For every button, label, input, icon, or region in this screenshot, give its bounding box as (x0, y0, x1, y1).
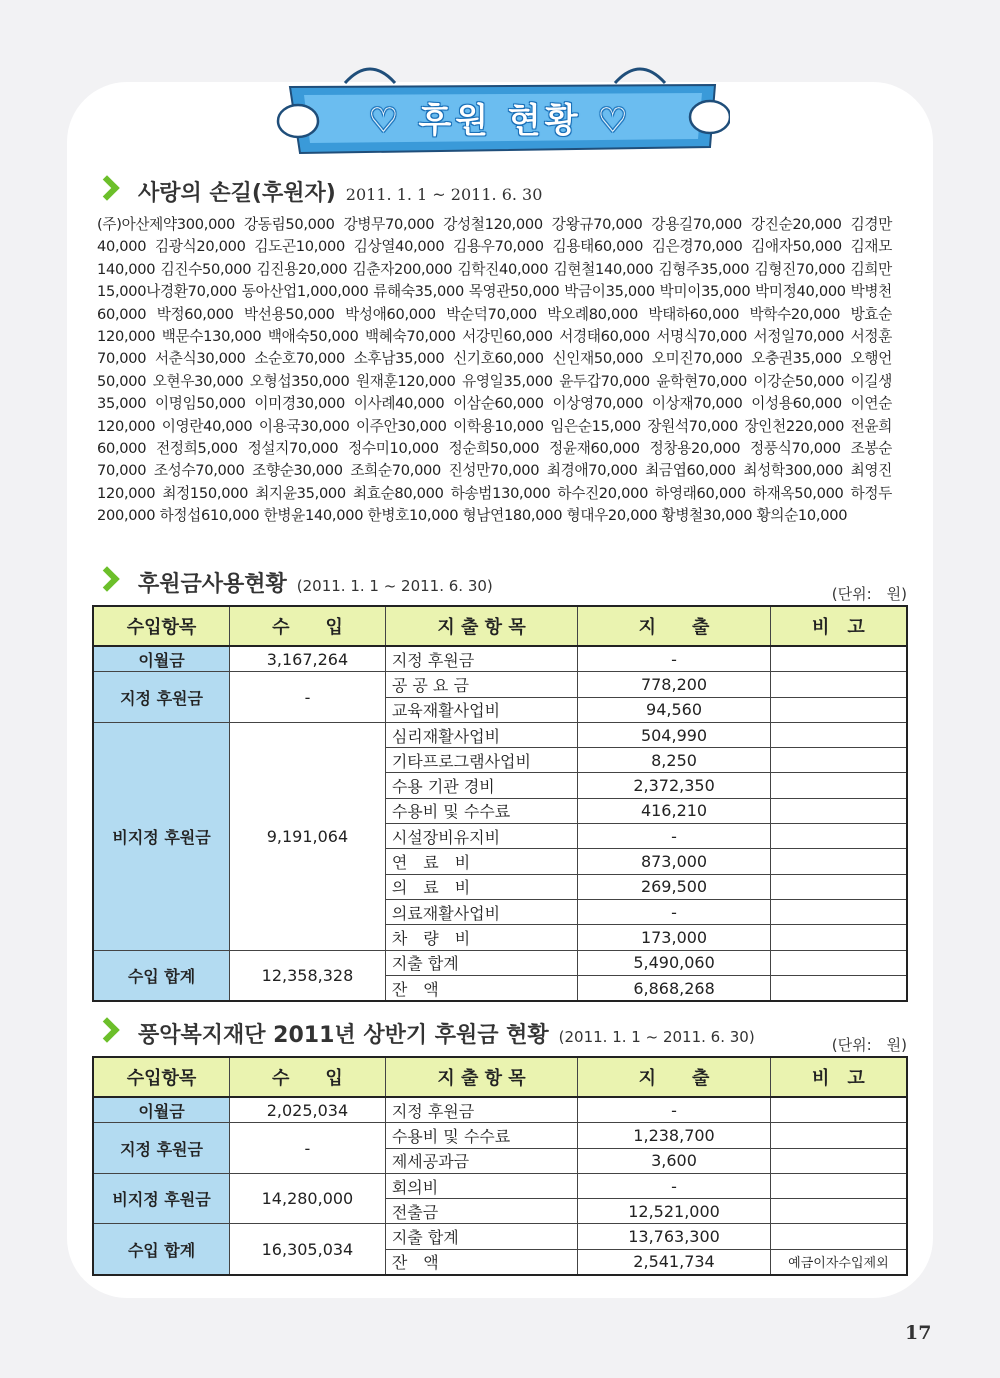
expense-amount: - (578, 824, 771, 849)
expense-item: 시설장비유지비 (385, 824, 577, 849)
income-amount: 14,280,000 (230, 1173, 386, 1224)
expense-item: 심리재활사업비 (385, 722, 577, 747)
note-cell (770, 899, 907, 924)
note-cell (770, 1123, 907, 1148)
section-usage-title: 후원금사용현황 (138, 572, 287, 597)
note-cell (770, 950, 907, 975)
note-cell (770, 975, 907, 1001)
expense-item: 수용비 및 수수료 (385, 1123, 577, 1148)
income-category: 비지정 후원금 (93, 722, 230, 950)
expense-amount: 873,000 (578, 849, 771, 874)
expense-item: 의료재활사업비 (385, 899, 577, 924)
section-donors-header (98, 176, 542, 207)
table-row (93, 1123, 907, 1148)
expense-amount: - (578, 1097, 771, 1123)
note-cell (770, 697, 907, 722)
income-amount: 3,167,264 (230, 646, 386, 672)
header-income: 수 입 (230, 606, 386, 646)
expense-item: 연 료 비 (385, 849, 577, 874)
table-row (93, 722, 907, 747)
header-income: 수 입 (230, 1057, 386, 1097)
income-amount: 2,025,034 (230, 1097, 386, 1123)
header-expense: 지 출 (578, 1057, 771, 1097)
expense-amount: 778,200 (578, 672, 771, 697)
table-row (93, 646, 907, 672)
table-header-row (93, 1057, 907, 1097)
note-cell (770, 874, 907, 899)
expense-item: 제세공과금 (385, 1148, 577, 1173)
income-amount: - (230, 672, 386, 723)
usage-table (92, 605, 908, 1002)
expense-item: 지출 합계 (385, 950, 577, 975)
section-foundation-period: (2011. 1. 1 ~ 2011. 6. 30) (558, 1028, 755, 1046)
expense-item: 잔 액 (385, 1249, 577, 1275)
expense-amount: 173,000 (578, 925, 771, 950)
expense-amount: 6,868,268 (578, 975, 771, 1001)
income-category: 이월금 (93, 646, 230, 672)
income-amount: 9,191,064 (230, 722, 386, 950)
expense-amount: 3,600 (578, 1148, 771, 1173)
chevron-right-icon (94, 175, 119, 200)
income-amount: 16,305,034 (230, 1224, 386, 1275)
page-number: 17 (905, 1322, 932, 1344)
expense-item: 수용비 및 수수료 (385, 798, 577, 823)
section-usage-period: (2011. 1. 1 ~ 2011. 6. 30) (296, 577, 493, 595)
foundation-table (92, 1056, 908, 1276)
table-row (93, 950, 907, 975)
income-category: 이월금 (93, 1097, 230, 1123)
note-cell (770, 773, 907, 798)
section-usage-header (98, 567, 493, 598)
note-cell (770, 925, 907, 950)
income-amount: 12,358,328 (230, 950, 386, 1001)
expense-amount: 12,521,000 (578, 1199, 771, 1224)
note-cell (770, 1224, 907, 1249)
note-cell (770, 849, 907, 874)
expense-amount: 8,250 (578, 748, 771, 773)
note-cell (770, 824, 907, 849)
expense-amount: 2,541,734 (578, 1249, 771, 1275)
table-row (93, 1173, 907, 1198)
header-income-item: 수입항목 (93, 1057, 230, 1097)
expense-amount: 5,490,060 (578, 950, 771, 975)
chevron-right-icon (94, 1017, 119, 1042)
header-expense-item: 지 출 항 목 (385, 1057, 577, 1097)
note-cell (770, 1148, 907, 1173)
unit-label: (단위: 원) (831, 1036, 907, 1054)
note-cell (770, 646, 907, 672)
expense-item: 수용 기관 경비 (385, 773, 577, 798)
note-cell (770, 1173, 907, 1198)
note-cell (770, 1199, 907, 1224)
income-amount: - (230, 1123, 386, 1174)
donor-list: (주)아산제약300,000 강동림50,000 강병무70,000 강성철120,000 강왕규70,000 강용길70,000 강진순20,000 김경만40,000 김광식20,000 김도곤10,000 김상열40,000 김용우70,000 김용태60,000 김은경70,000 김애자50,000 김재모140,000 김진수50,000 김진용20,000 김춘자200,000 김학진40,000 김현철140,000 김형주35,000 김형진70,000 김희만15,000나경환70,000 동아산업1,000,000 류해숙35,000 목영관50,000 박금이35,000 박미이35,000 박미정40,000 박병천60,000 박정60,000 박선용50,000 박성애60,000 박순덕70,000 박오례80,000 박태하60,000 박학수20,000 방효순120,000 백문수130,000 백애숙50,000 백혜숙70,000 서강민60,000 서경태60,000 서명식70,000 서정일70,000 서정훈70,000 서춘식30,000 소순호70,000 소후남35,000 신기호60,000 신인재50,000 오미진70,000 오충권35,000 오행언50,000 오현우30,000 오형섭350,000 원재훈120,000 유영일35,000 윤두갑70,000 윤학현70,000 이강순50,000 이길생35,000 이명임50,000 이미경30,000 이사례40,000 이삼순60,000 이상영70,000 이상재70,000 이성용60,000 이연순120,000 이영란40,000 이용국30,000 이주안30,000 이학용10,000 임은순15,000 장원석70,000 장인천220,000 전윤희60,000 전정희5,000 정설지70,000 정수미10,000 정순희50,000 정윤재60,000 정창용20,000 정풍식70,000 조봉순70,000 조성수70,000 조향순30,000 조희순70,000 진성만70,000 최경애70,000 최금엽60,000 최성학300,000 최영진120,000 최정150,000 최지윤35,000 최효순80,000 하송범130,000 하수진20,000 하영래60,000 하재옥50,000 하정두200,000 하정섭610,000 한병윤140,000 한병호10,000 형남연180,000 형대우20,000 황병철30,000 황의순10,000 (97, 216, 892, 525)
expense-item: 지정 후원금 (385, 1097, 577, 1123)
expense-item: 지출 합계 (385, 1224, 577, 1249)
expense-item: 교육재활사업비 (385, 697, 577, 722)
income-category: 지정 후원금 (93, 672, 230, 723)
header-expense: 지 출 (578, 606, 771, 646)
table-header-row (93, 606, 907, 646)
note-cell (770, 672, 907, 697)
expense-amount: - (578, 899, 771, 924)
section-donors-title: 사랑의 손길(후원자) (138, 181, 336, 206)
expense-amount: 13,763,300 (578, 1224, 771, 1249)
expense-amount: - (578, 1173, 771, 1198)
income-category: 수입 합계 (93, 950, 230, 1001)
header-note: 비 고 (770, 606, 907, 646)
income-category: 지정 후원금 (93, 1123, 230, 1174)
section-foundation-title: 풍악복지재단 2011년 상반기 후원금 현황 (138, 1023, 549, 1048)
table-row (93, 1097, 907, 1123)
section-foundation-header (98, 1018, 755, 1049)
header-note: 비 고 (770, 1057, 907, 1097)
header-income-item: 수입항목 (93, 606, 230, 646)
expense-item: 지정 후원금 (385, 646, 577, 672)
expense-item: 공 공 요 금 (385, 672, 577, 697)
expense-item: 잔 액 (385, 975, 577, 1001)
income-category: 수입 합계 (93, 1224, 230, 1275)
expense-item: 차 량 비 (385, 925, 577, 950)
expense-amount: 416,210 (578, 798, 771, 823)
unit-label: (단위: 원) (831, 585, 907, 603)
note-cell (770, 748, 907, 773)
expense-item: 회의비 (385, 1173, 577, 1198)
note-cell (770, 722, 907, 747)
title-banner (270, 55, 730, 175)
expense-item: 기타프로그램사업비 (385, 748, 577, 773)
note-cell: 예금이자수입제외 (770, 1249, 907, 1275)
expense-amount: 504,990 (578, 722, 771, 747)
expense-amount: 1,238,700 (578, 1123, 771, 1148)
expense-item: 의 료 비 (385, 874, 577, 899)
expense-item: 전출금 (385, 1199, 577, 1224)
section-donors-period: 2011. 1. 1 ~ 2011. 6. 30 (345, 185, 543, 204)
table-row (93, 1224, 907, 1249)
header-expense-item: 지 출 항 목 (385, 606, 577, 646)
chevron-right-icon (94, 566, 119, 591)
expense-amount: 94,560 (578, 697, 771, 722)
expense-amount: - (578, 646, 771, 672)
expense-amount: 269,500 (578, 874, 771, 899)
banner-title: ♡ 후원 현황 ♡ (368, 101, 632, 141)
note-cell (770, 1097, 907, 1123)
table-row (93, 672, 907, 697)
expense-amount: 2,372,350 (578, 773, 771, 798)
income-category: 비지정 후원금 (93, 1173, 230, 1224)
note-cell (770, 798, 907, 823)
